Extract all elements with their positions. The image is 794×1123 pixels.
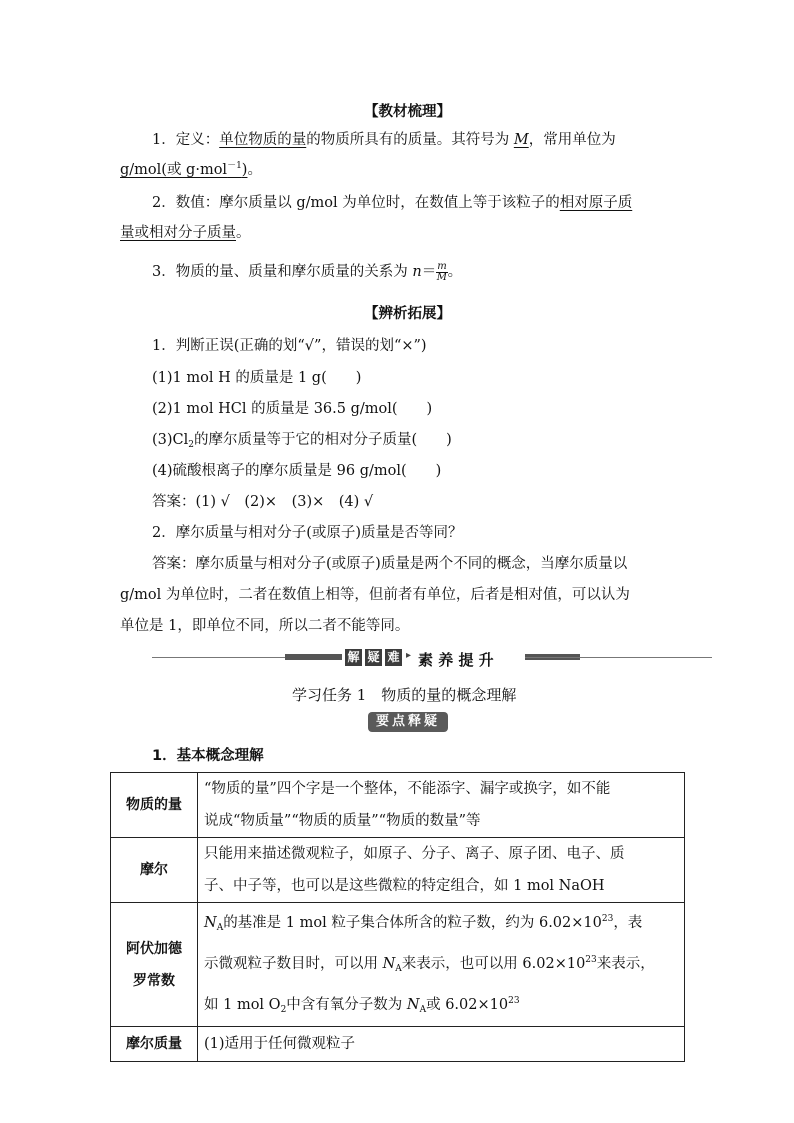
banner-box-2: 疑 [365,649,382,666]
symbol-M: M [513,132,529,148]
relation-line: 3．物质的量、质量和摩尔质量的关系为 n＝ $\frac{m}{M}$ 。 [152,260,463,283]
row-value-avogadro: $N_A$的基准是 1 mol 粒子集合体所含的粒子数，约为 $6.02\times 10^{23}$，表 示微观粒子数目时，可以用 $N_A$来表示，也可以用 $6.02\times 10^{23}$来表示， 如 1 mol $O_2$中含有氧分子数为 $N_A$或 $6.02\times 10^{23}$ [198,903,685,1027]
banner-line-left [285,654,342,660]
definition-line-2: g/mol(或 g·mol$^{-1}$)。 [120,161,262,178]
row-key-amount: 物质的量 [111,773,198,838]
item-1: (1)1 mol H 的质量是 1 g( ) [152,370,362,386]
item-3: $(3)Cl_2$的摩尔质量等于它的相对分子质量( ) [152,432,452,450]
row-value-amount: “物质的量”四个字是一个整体，不能添字、漏字或换字，如不能 说成“物质量”“物质的质量”“物质的数量”等 [198,773,685,838]
key-points-label: 要点释疑 [368,712,448,732]
section-heading-textbook: 【教材梳理】 [364,104,451,120]
table-row [111,773,685,838]
concept-table [110,772,685,1062]
question-1: 1．判断正误(正确的划“√”，错误的划“×”) [152,338,427,354]
row-value-mole: 只能用来描述微观粒子，如原子、分子、离子、原子团、电子、质 子、中子等，也可以是这些微粒的特定组合，如 1 mol NaOH [198,838,685,903]
question-2: 2．摩尔质量与相对分子(或原子)质量是否等同？ [152,525,463,541]
banner-box-1: 解 [345,649,362,666]
fraction-m-over-M: $\frac{m}{M}$ [436,260,448,283]
banner-arrow-icon: ▸ [406,650,412,661]
row-key-mole: 摩尔 [111,838,198,903]
value-line-1: 2．数值：摩尔质量以 g/mol 为单位时，在数值上等于该粒子的相对原子质 [152,195,633,211]
table-row [111,838,685,903]
banner-box-3: 难 [385,649,402,666]
answer-2-line-2: g/mol 为单位时，二者在数值上相等，但前者有单位，后者是相对值，可以认为 [120,587,630,603]
answer-1: 答案：(1) √ (2)× (3)× (4) √ [152,494,374,510]
definition-line-1: 1．定义：单位物质的量的物质所具有的质量。其符号为 M，常用单位为 [152,132,616,148]
banner-line-right-thin [525,657,712,658]
task-title: 学习任务 1 物质的量的概念理解 [292,686,517,704]
answer-2-line-1: 答案：摩尔质量与相对分子(或原子)质量是两个不同的概念，当摩尔质量以 [152,556,628,572]
value-line-2: 量或相对分子质量。 [120,225,251,241]
row-key-avogadro: 阿伏加德 罗常数 [111,903,198,1027]
item-2: (2)1 mol HCl 的质量是 36.5 g/mol( ) [152,401,433,417]
unit-text: g/mol(或 g·mol$^{-1}$) [120,161,248,178]
answer-2-line-3: 单位是 1，即单位不同，所以二者不能等同。 [120,618,410,634]
banner-title: 素 养 提 升 [418,651,494,669]
row-key-molar-mass: 摩尔质量 [111,1027,198,1062]
row-value-molar-mass: (1)适用于任何微观粒子 [198,1027,685,1062]
sub-heading: 1．基本概念理解 [152,748,264,764]
item-4: (4)硫酸根离子的摩尔质量是 96 g/mol( ) [152,463,442,479]
table-row [111,903,685,1027]
table-row [111,1027,685,1062]
section-heading-analysis: 【辨析拓展】 [364,306,451,322]
